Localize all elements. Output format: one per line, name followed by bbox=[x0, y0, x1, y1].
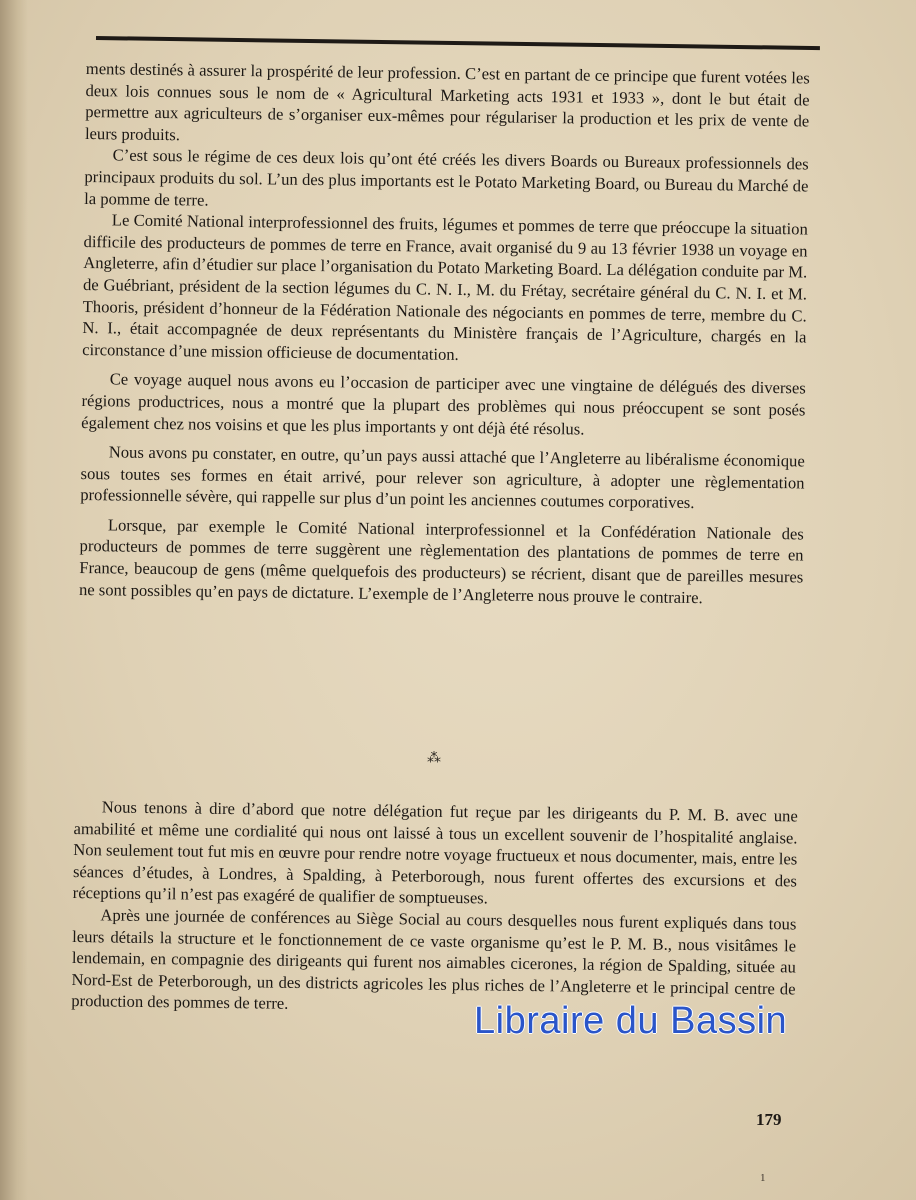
page-number: 179 bbox=[756, 1110, 782, 1129]
paragraph: Nous avons pu constater, en outre, qu’un pays aussi attaché que l’Angleterre au libéralisme économique sous toutes ses formes en était arrivé, pour relever son agriculture, à adopter une règlementation professionnelle sévère, qui rappelle sur plus d’un point les anciennes coutumes corporatives. bbox=[80, 442, 805, 513]
paragraph: ments destinés à assurer la prospérité de leur profession. C’est en partant de ce principe que furent votées les deux lois connues sous le nom de « Agricultural Marketing acts 1931 et 1933 », dont le but était de permettre aux agriculteurs de s’organiser eux-mêmes pour régulariser la production et les prix de vente de leurs produits. bbox=[84, 58, 810, 145]
paragraph: Après une journée de conférences au Siège Social au cours desquelles nous furent expliqués dans tous leurs détails la structure et le fonctionnement de ce vaste organisme qu’est le P. M. B., nous visitâmes le lendemain, en compagnie des dirigeants qui furent nos aimables cicerones, la région de Spalding, située au Nord-Est de Peterborough, un des districts agricoles les plus riches de l’Angleterre et le principal centre de production des pommes de terre. bbox=[71, 905, 797, 1014]
body-text-top bbox=[79, 58, 810, 610]
body-text-bottom bbox=[71, 796, 798, 1021]
section-ornament: ⁂ bbox=[427, 751, 440, 766]
paragraph: Le Comité National interprofessionnel des fruits, légumes et pommes de terre que préoccupe la situation difficile des producteurs de pommes de terre en France, avait organisé du 9 au 13 février 1938 un voyage en Angleterre, afin d’étudier sur place l’organisation du Potato Marketing Board. La délégation conduite par M. de Guébriant, président de la section légumes du C. N. I., M. du Frétay, secrétaire général du C. N. I. et M. Thooris, président d’honneur de la Fédération Nationale des négociants en pommes de terre, membre du C. N. I., était accompagnée de deux représentants du Ministère français de l’Agriculture, chargés en la circonstance d’une mission officieuse de documentation. bbox=[82, 210, 808, 364]
paragraph: Ce voyage auquel nous avons eu l’occasion de participer avec une vingtaine de délégués des diverses régions productrices, nous a montré que la plupart des problèmes qui nous préoccupent se sont posés également chez nos voisins et que les plus importants y ont déjà été résolus. bbox=[81, 369, 806, 439]
watermark: Libraire du Bassin bbox=[474, 1000, 788, 1042]
binding-shadow bbox=[0, 0, 28, 1200]
paragraph: Nous tenons à dire d’abord que notre délégation fut reçue par les dirigeants du P. M. B. avec une amabilité et même une cordialité qui nous ont laissé à tous un excellent souvenir de l’hospitalité anglaise. Non seulement tout fut mis en œuvre pour rendre notre voyage fructueux et nous documenter, mais, entre les séances d’études, à Londres, à Spalding, à Peterborough, nous furent offertes des excursions et des réceptions qu’il n’est pas exagéré de qualifier de somptueuses. bbox=[72, 797, 798, 908]
signature-mark: 1 bbox=[760, 1172, 766, 1184]
paragraph: Lorsque, par exemple le Comité National interprofessionnel et la Confédération Nationale des producteurs de pommes de terre suggèrent une règlementation des plantations de pommes de terre en France, beaucoup de gens (même quelquefois des producteurs) se récrient, disant que de pareilles mesures ne sont possibles qu’en pays de dictature. L’exemple de l’Angleterre nous prouve le contraire. bbox=[78, 515, 804, 607]
paragraph: C’est sous le régime de ces deux lois qu’ont été créés les divers Boards ou Bureaux professionnels des principaux produits du sol. L’un des plus importants est le Potato Marketing Board, ou Bureau du Marché de la pomme de terre. bbox=[84, 145, 809, 210]
